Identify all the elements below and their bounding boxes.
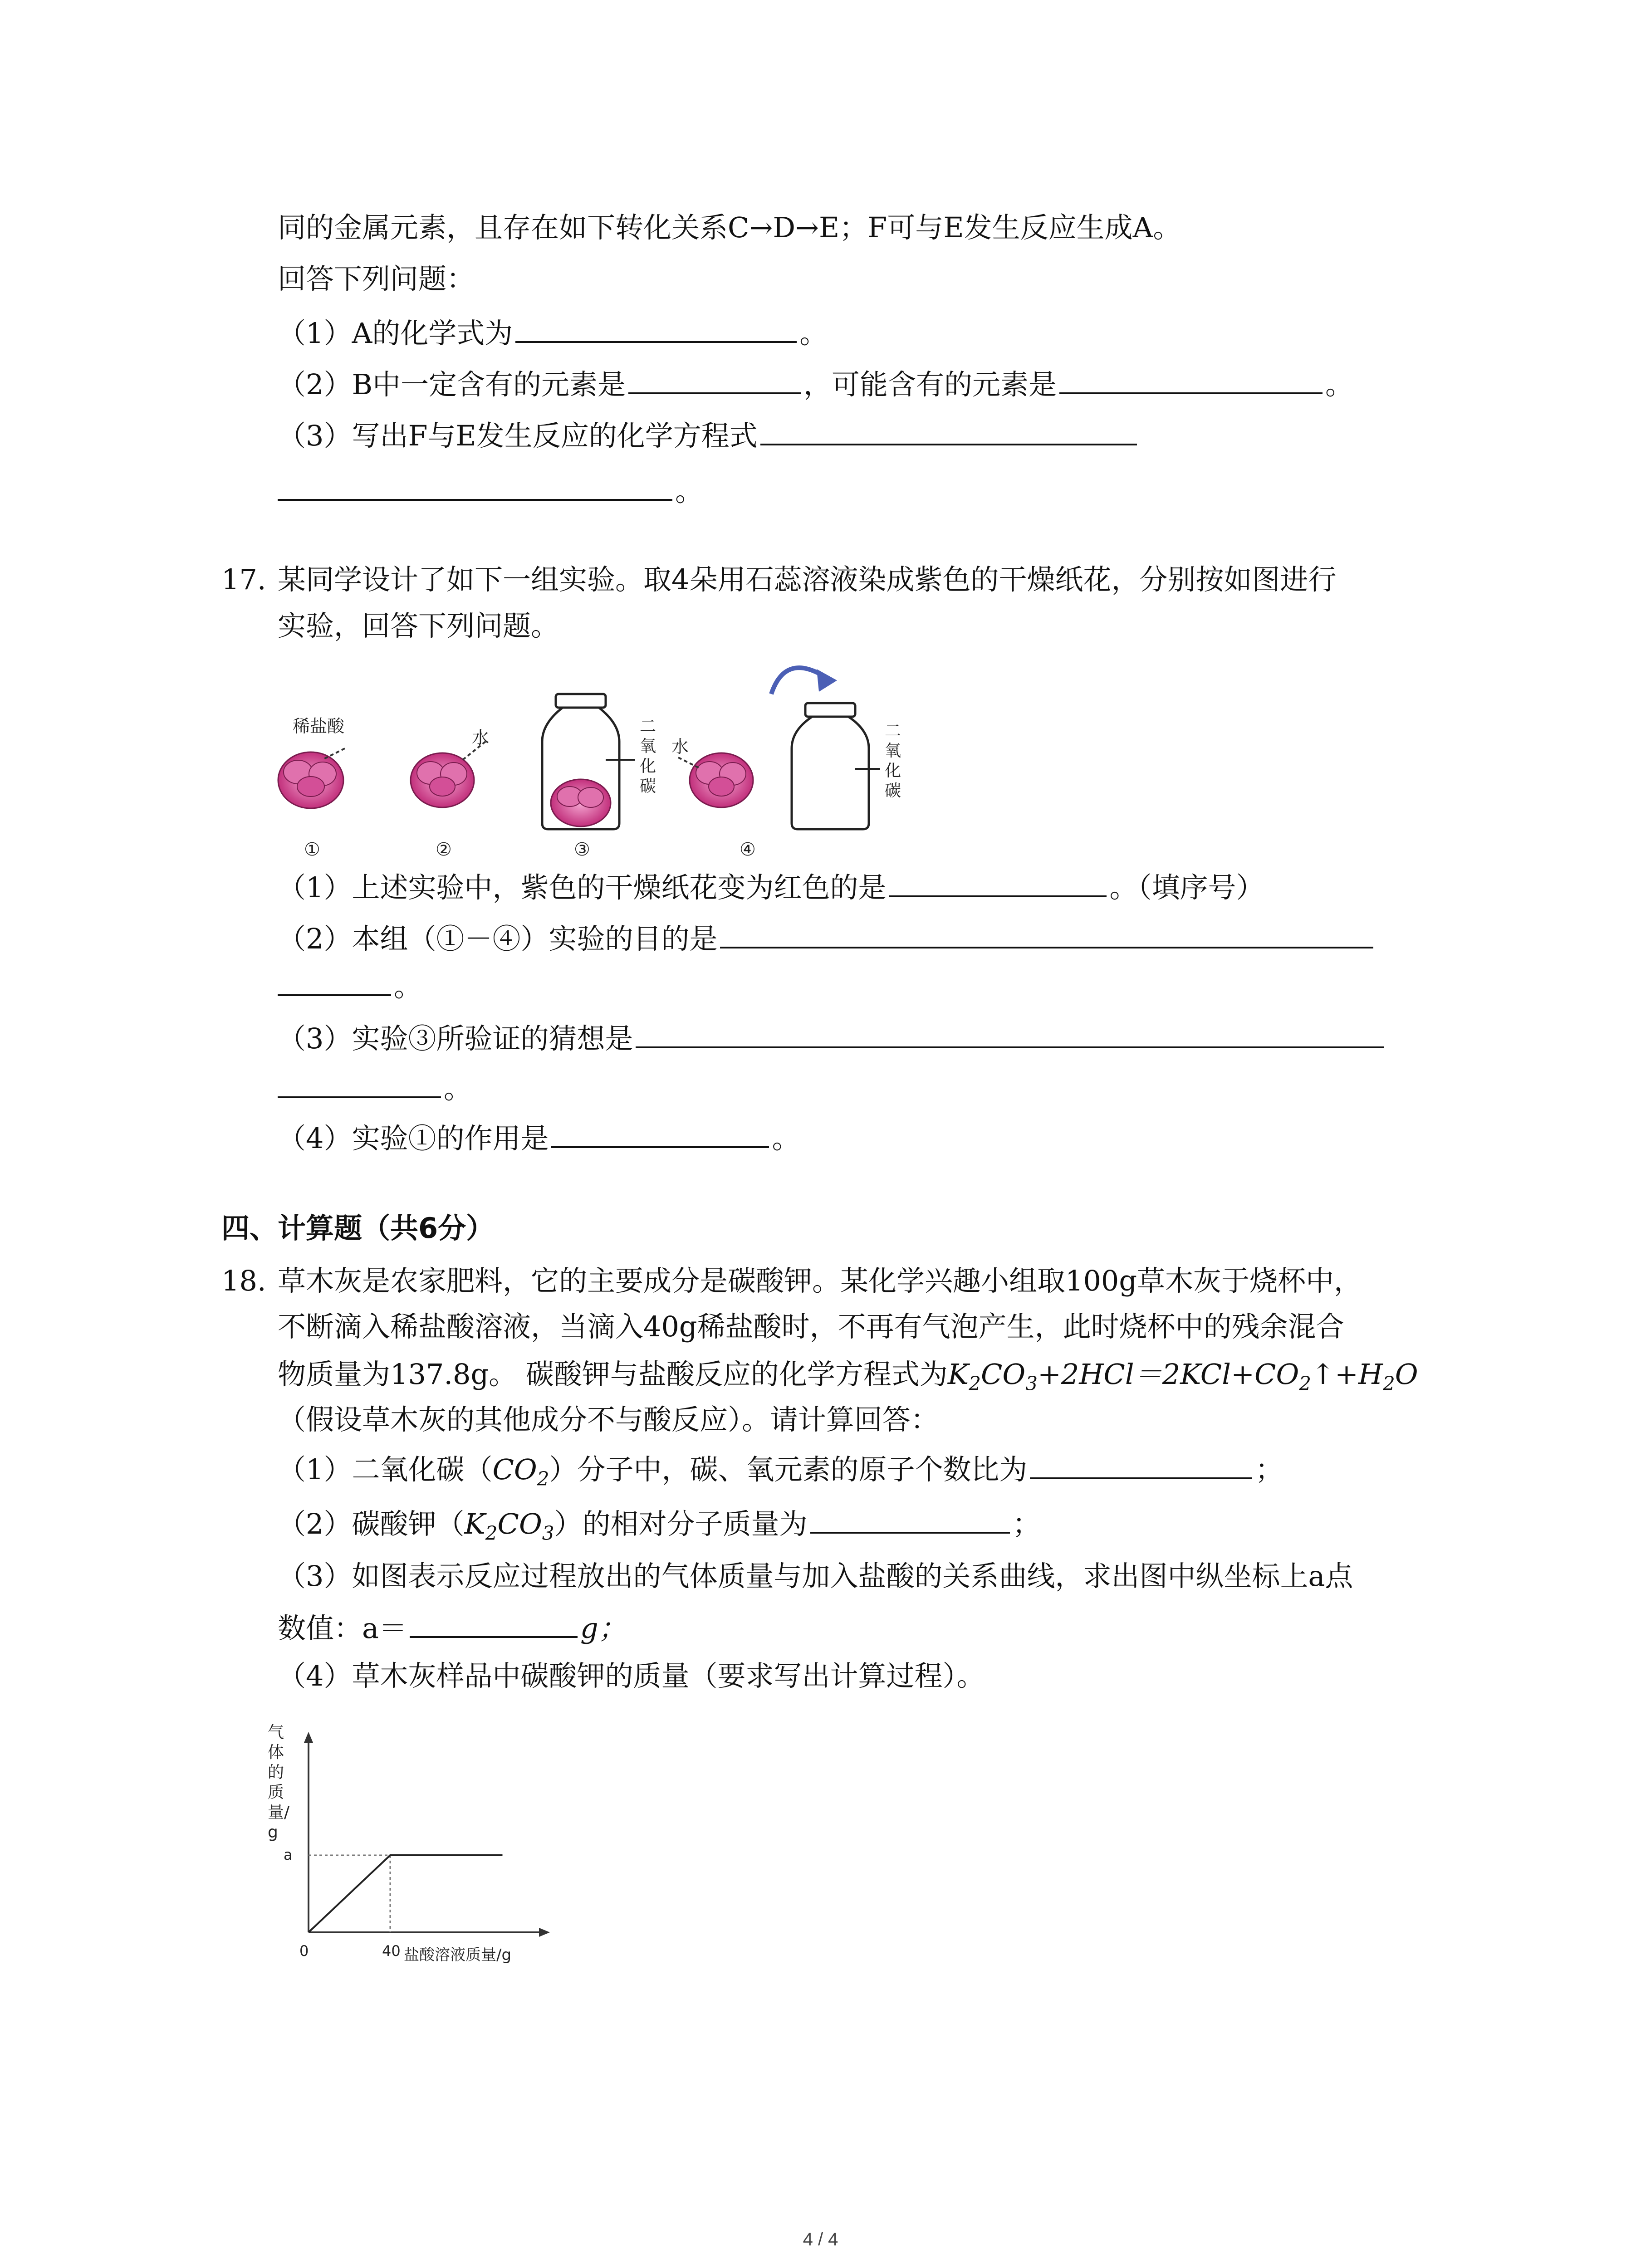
chart-ylabel: 气体的质量/g (268, 1723, 290, 1842)
eq-k: K (947, 1358, 969, 1391)
q17-part4-end: 。 (772, 1122, 800, 1155)
flower-2 (411, 753, 474, 807)
q16-part3-text: （3）写出F与E发生反应的化学方程式 (278, 419, 758, 452)
q17-part2-text: （2）本组（①－④）实验的目的是 (278, 922, 718, 955)
q18-line3 (278, 1356, 1418, 1402)
q17-part3-cont (278, 1068, 472, 1107)
eq-co: CO (980, 1358, 1026, 1391)
flip-arrow (771, 668, 823, 694)
q17-line1: 某同学设计了如下一组实验。取4朵用石蕊溶液染成紫色的干燥纸花，分别按如图进行 (278, 563, 1337, 596)
q17-part2-blank1[interactable] (720, 919, 1373, 948)
q18-equation (947, 1358, 1418, 1395)
q18-part3-text: 数值：a＝ (278, 1612, 407, 1645)
q16-part3-cont (278, 471, 703, 509)
exp-num-3: ③ (574, 839, 590, 860)
q18-line3-text: 物质量为137.8g。 碳酸钾与盐酸反应的化学方程式为 (278, 1358, 948, 1391)
y-tick-a: a (284, 1846, 293, 1863)
x-tick-0: 0 (299, 1942, 309, 1960)
q18-line4: （假设草木灰的其他成分不与酸反应）。请计算回答： (278, 1403, 939, 1436)
q18-part2-k: K (464, 1507, 485, 1540)
q18-part1-end: ； (1255, 1453, 1283, 1486)
q16-part2-text: （2）B中一定含有的元素是 (278, 368, 626, 401)
q17-number: 17. (221, 563, 266, 596)
section-4-heading: 四、计算题（共6分） (221, 1212, 495, 1245)
q17-part2 (278, 919, 1376, 957)
q17-part4-blank[interactable] (551, 1118, 769, 1148)
q18-part2-sub2: 3 (542, 1522, 554, 1545)
q17-part2-blank2[interactable] (278, 966, 391, 996)
x-axis-arrow (539, 1928, 550, 1937)
q18-part2-blank[interactable] (810, 1504, 1010, 1534)
q18-part2-text-a: （2）碳酸钾（ (278, 1507, 465, 1540)
q16-part2-mid: ，可能含有的元素是 (803, 368, 1057, 401)
q17-part1-end: 。（填序号） (1109, 871, 1264, 904)
label-co2-4: 二氧化碳 (885, 722, 901, 800)
q18-line1: 草木灰是农家肥料，它的主要成分是碳酸钾。某化学兴趣小组取100g草木灰于烧杯中， (278, 1264, 1362, 1297)
q17-experiment-figure (272, 644, 916, 862)
label-water-2: 水 (472, 728, 490, 748)
q18-part2-end: ； (1012, 1507, 1041, 1540)
q18-part1-text-a: （1）二氧化碳（ (278, 1453, 493, 1486)
label-water-4: 水 (671, 737, 689, 757)
q16-part2-end: 。 (1325, 368, 1354, 401)
q16-part2-blank2[interactable] (1059, 364, 1323, 394)
q17-part3-end: 。 (444, 1072, 472, 1105)
eq-sub-2a: 2 (969, 1372, 981, 1395)
q17-part3-text: （3）实验③所验证的猜想是 (278, 1022, 633, 1055)
q17-figure-svg (272, 644, 916, 862)
q17-part4-text: （4）实验①的作用是 (278, 1122, 549, 1155)
q17-part2-end: 。 (394, 970, 422, 1003)
y-axis-arrow (304, 1732, 313, 1743)
q16-line2: 回答下列问题： (278, 262, 475, 295)
exp-num-4: ④ (740, 839, 756, 860)
q18-part1-text-b: ）分子中，碳、氧元素的原子个数比为 (549, 1453, 1028, 1486)
eq-o: O (1395, 1358, 1418, 1391)
flower-4 (690, 753, 753, 807)
q16-part2 (278, 364, 1353, 403)
q17-part3-blank2[interactable] (278, 1068, 441, 1098)
q17-part4 (278, 1118, 800, 1157)
q18-part1-blank[interactable] (1030, 1449, 1252, 1479)
q18-part4: （4）草木灰样品中碳酸钾的质量（要求写出计算过程）。 (278, 1659, 985, 1692)
eq-mid: +2HCl＝2KCl+CO (1037, 1358, 1299, 1391)
q16-line1: 同的金属元素，且存在如下转化关系C→D→E；F可与E发生反应生成A。 (278, 211, 1181, 244)
q16-part1-blank[interactable] (515, 313, 797, 343)
q18-part1-sub: 2 (537, 1467, 549, 1490)
q16-part1-end: 。 (799, 317, 828, 350)
q18-part3-blank[interactable] (410, 1608, 578, 1638)
q17-line2: 实验，回答下列问题。 (278, 609, 559, 642)
q18-part1-co: CO (492, 1453, 537, 1486)
q16-part3 (278, 415, 1140, 454)
q16-part1-text: （1）A的化学式为 (278, 317, 513, 350)
q18-part3: （3）如图表示反应过程放出的气体质量与加入盐酸的关系曲线，求出图中纵坐标上a点 (278, 1559, 1353, 1593)
jar-4 (792, 703, 869, 829)
q17-part3 (278, 1018, 1387, 1057)
q17-part1-blank[interactable] (889, 867, 1107, 897)
q18-part3-unit: g； (580, 1612, 627, 1645)
q17-part1-text: （1）上述实验中，紫色的干燥纸花变为红色的是 (278, 871, 887, 904)
q17-part2-cont (278, 966, 422, 1005)
exp-num-2: ② (436, 839, 452, 860)
q18-part1 (278, 1449, 1283, 1497)
page-number: 4 / 4 (803, 2229, 838, 2249)
flower-3 (551, 779, 611, 826)
label-hcl: 稀盐酸 (293, 716, 345, 736)
eq-arrow: ↑+H (1311, 1358, 1383, 1391)
exp-num-1: ① (304, 839, 320, 860)
q18-part3-cont (278, 1608, 627, 1647)
q18-chart-svg (254, 1719, 581, 1973)
eq-sub-2c: 2 (1383, 1372, 1395, 1395)
q18-part2-text-b: ）的相对分子质量为 (554, 1507, 808, 1540)
q16-part2-blank1[interactable] (628, 364, 801, 394)
q18-gas-chart (254, 1719, 581, 1973)
q18-number: 18. (221, 1264, 266, 1297)
q16-part3-blank1[interactable] (760, 415, 1137, 445)
x-tick-40: 40 (382, 1942, 401, 1960)
gas-mass-curve (309, 1855, 503, 1932)
eq-sub-3: 3 (1025, 1372, 1038, 1395)
q16-part3-blank2[interactable] (278, 471, 672, 501)
q18-line2: 不断滴入稀盐酸溶液，当滴入40g稀盐酸时，不再有气泡产生，此时烧杯中的残余混合 (278, 1310, 1344, 1343)
label-co2-3: 二氧化碳 (640, 717, 656, 796)
q18-part2 (278, 1504, 1041, 1551)
chart-xlabel: 盐酸溶液质量/g (404, 1946, 512, 1964)
q18-part2-sub1: 2 (485, 1522, 498, 1545)
q18-part2-co: CO (497, 1507, 542, 1540)
q17-part1 (278, 867, 1264, 906)
eq-sub-2b: 2 (1299, 1372, 1312, 1395)
q16-part1 (278, 313, 828, 352)
q17-part3-blank1[interactable] (636, 1018, 1384, 1048)
q16-part3-end: 。 (675, 474, 704, 508)
flower-1 (278, 752, 343, 808)
